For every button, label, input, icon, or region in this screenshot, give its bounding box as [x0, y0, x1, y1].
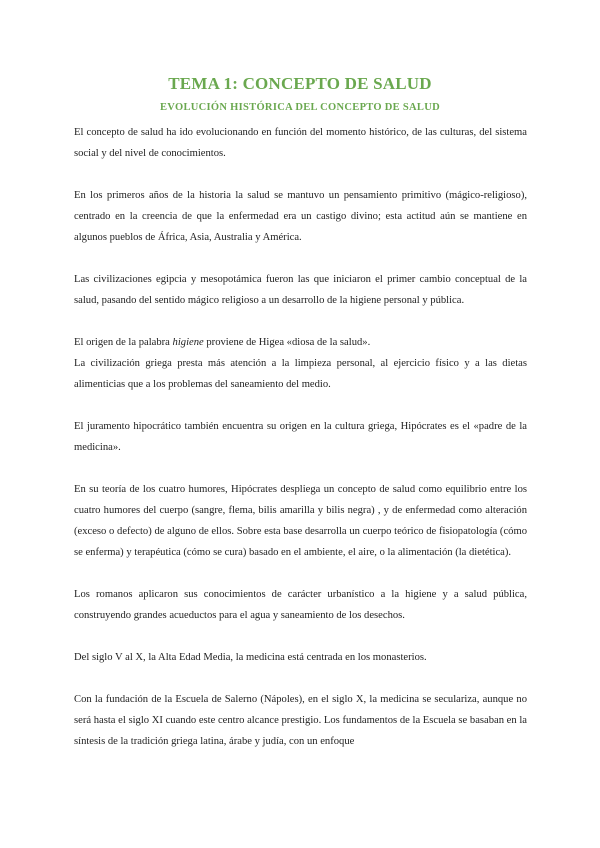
- page-title: TEMA 1: CONCEPTO DE SALUD: [168, 74, 432, 93]
- paragraph-egypt-mesopotamia: Las civilizaciones egipcia y mesopotámica fueron las que iniciaron el primer cambio conceptual de la salud, pasando del sentido mágico religioso a un desarrollo de la higiene personal y pública.: [74, 274, 527, 306]
- hygiene-text-after: proviene de Higea «diosa de la salud».: [203, 337, 371, 348]
- section-subtitle: EVOLUCIÓN HISTÓRICA DEL CONCEPTO DE SALUD: [160, 102, 440, 113]
- paragraph-hygiene-origin: [74, 332, 527, 353]
- paragraph-concept: El concepto de salud ha ido evolucionando en función del momento histórico, de las culturas, del sistema social y del nivel de conocimientos.: [74, 127, 527, 159]
- hygiene-word: higiene: [172, 337, 204, 348]
- paragraph-middle-ages: Del siglo V al X, la Alta Edad Media, la medicina está centrada en los monasterios.: [74, 652, 427, 663]
- paragraph-hippocratic-oath: El juramento hipocrático también encuentra su origen en la cultura griega, Hipócrates es el «padre de la medicina».: [74, 421, 527, 453]
- document-body: [74, 122, 527, 752]
- hygiene-text-before: El origen de la palabra: [74, 337, 173, 348]
- paragraph-romans: Los romanos aplicaron sus conocimientos de carácter urbanístico a la higiene y a salud pública, construyendo grandes acueductos para el agua y saneamiento de los desechos.: [74, 589, 527, 621]
- paragraph-salerno: Con la fundación de la Escuela de Salerno (Nápoles), en el siglo X, la medicina se seculariza, aunque no será hasta el siglo XI cuando este centro alcance prestigio. Los fundamentos de la Escuela se basaban en la síntesis de la tradición griega latina, árabe y judía, con un enfoque: [74, 694, 527, 747]
- paragraph-primitive: En los primeros años de la historia la salud se mantuvo un pensamiento primitivo (mágico-religioso), centrado en la creencia de que la enfermedad era un castigo divino; esta actitud aún se mantiene en algunos pueblos de África, Asia, Australia y América.: [74, 190, 527, 243]
- paragraph-four-humors: En su teoría de los cuatro humores, Hipócrates despliega un concepto de salud como equilibrio entre los cuatro humores del cuerpo (sangre, flema, bilis amarilla y bilis negra) , y de enfermedad como alteración (exceso o defecto) de alguno de ellos. Sobre esta base desarrolla un cuerpo teórico de fisiopatología (cómo se enferma) y terapéutica (cómo se cura) basado en el ambiente, el aire, o la alimentación (la dietética).: [74, 484, 527, 558]
- paragraph-greek: La civilización griega presta más atención a la limpieza personal, al ejercicio físico y a las dietas alimenticias que a los problemas del saneamiento del medio.: [74, 358, 527, 390]
